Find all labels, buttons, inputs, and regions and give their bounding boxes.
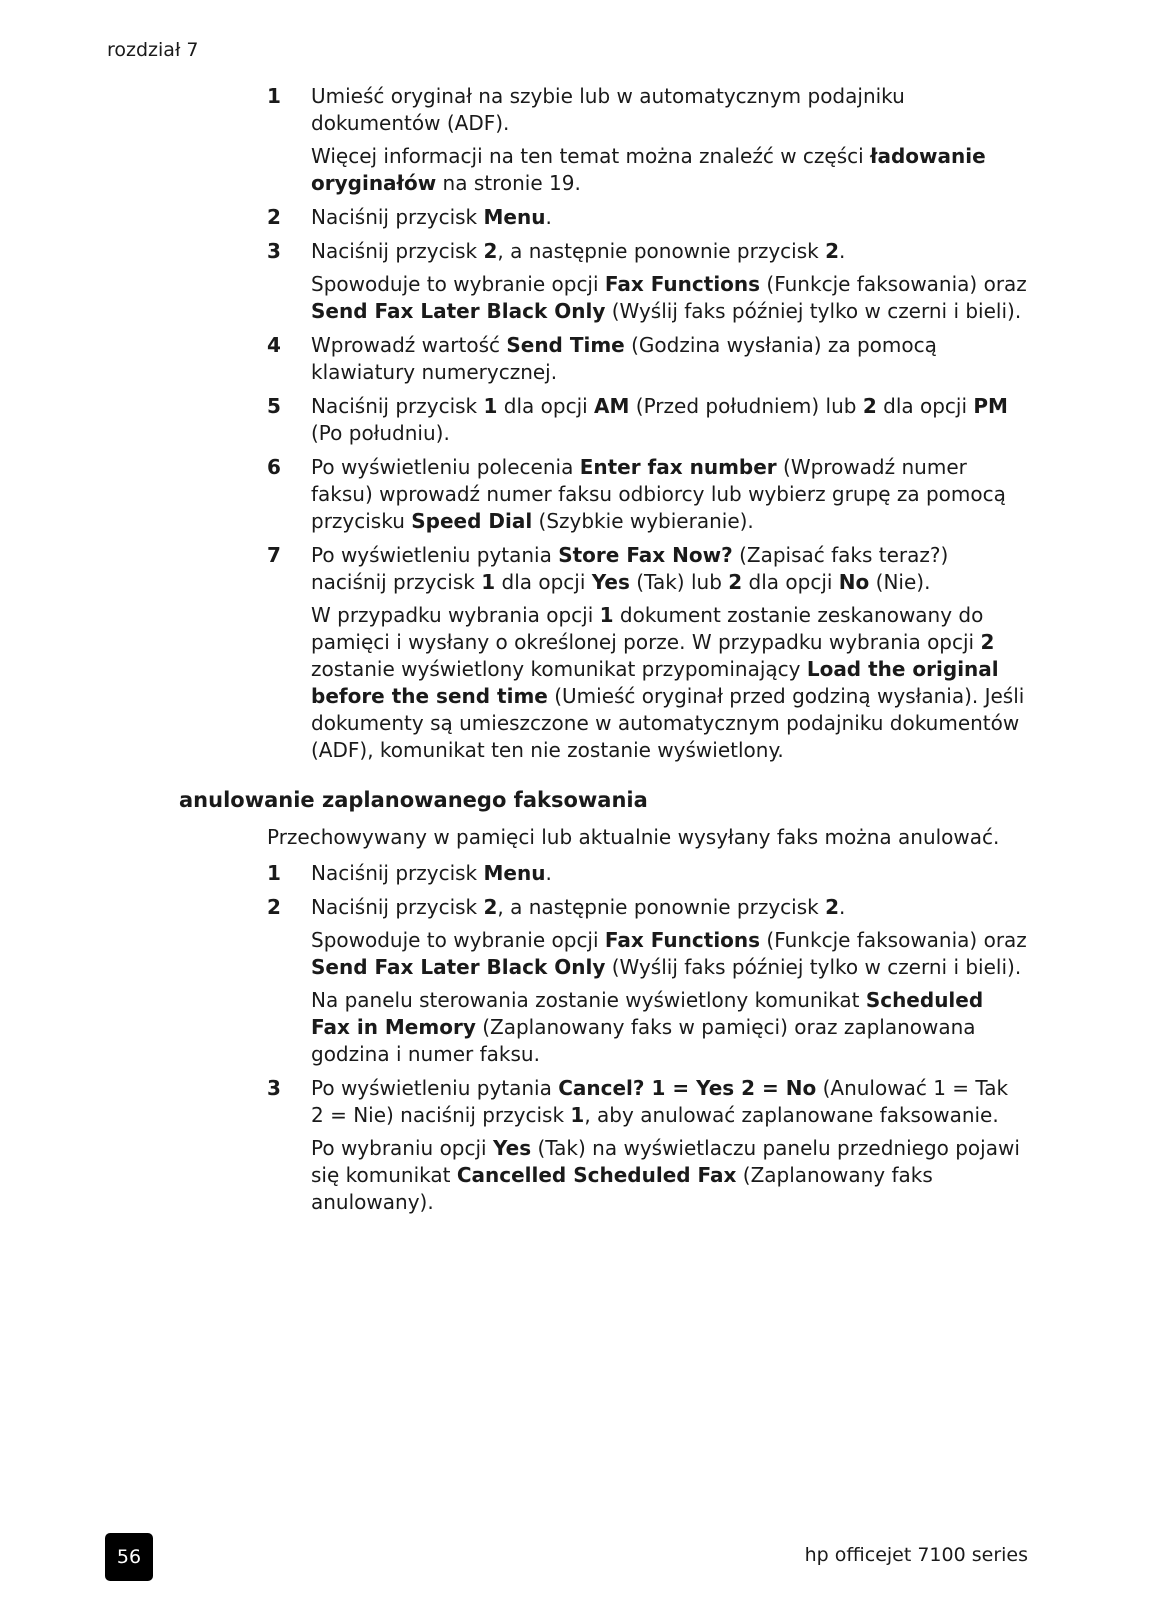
- step-item: [267, 860, 1027, 887]
- step-text: Naciśnij przycisk 2, a następnie ponownie przycisk 2.: [311, 895, 846, 919]
- step-number: 1: [267, 861, 281, 885]
- step-number: 7: [267, 543, 281, 567]
- step-item: [267, 332, 1027, 386]
- step-number: 6: [267, 455, 281, 479]
- step-item: [267, 238, 1027, 325]
- step-item: [267, 204, 1027, 231]
- step-item: [267, 83, 1027, 197]
- step-text: Umieść oryginał na szybie lub w automatycznym podajniku dokumentów (ADF).: [311, 84, 905, 135]
- step-number: 4: [267, 333, 281, 357]
- step-text: Więcej informacji na ten temat można znaleźć w części ładowanie oryginałów na stronie 19.: [311, 144, 986, 195]
- step-number: 5: [267, 394, 281, 418]
- step-item: [267, 894, 1027, 1068]
- step-text: Naciśnij przycisk Menu.: [311, 861, 552, 885]
- steps-list-scheduling: [267, 83, 1027, 764]
- chapter-label: rozdział 7: [107, 39, 199, 61]
- step-number: 2: [267, 205, 281, 229]
- step-text: Po wyświetleniu pytania Cancel? 1 = Yes 2 = No (Anulować 1 = Tak 2 = Nie) naciśnij przycisk 1, aby anulować zaplanowane faksowanie.: [311, 1076, 1009, 1127]
- step-text: Wprowadź wartość Send Time (Godzina wysłania) za pomocą klawiatury numerycznej.: [311, 333, 937, 384]
- step-text: Spowoduje to wybranie opcji Fax Functions (Funkcje faksowania) oraz Send Fax Later Black Only (Wyślij faks później tylko w czerni i bieli).: [311, 272, 1027, 323]
- section-heading: anulowanie zaplanowanego faksowania: [179, 788, 648, 812]
- step-text: W przypadku wybrania opcji 1 dokument zostanie zeskanowany do pamięci i wysłany o określonej porze. W przypadku wybrania opcji 2 zostanie wyświetlony komunikat przypominający Load the original before the send time (Umieść oryginał przed godziną wysłania). Jeśli dokumenty są umieszczone w automatycznym podajniku dokumentów (ADF), komunikat ten nie zostanie wyświetlony.: [311, 603, 1025, 762]
- step-text: Naciśnij przycisk 2, a następnie ponownie przycisk 2.: [311, 239, 846, 263]
- step-text: Na panelu sterowania zostanie wyświetlony komunikat Scheduled Fax in Memory (Zaplanowany faks w pamięci) oraz zaplanowana godzina i numer faksu.: [311, 988, 984, 1066]
- step-text: Spowoduje to wybranie opcji Fax Functions (Funkcje faksowania) oraz Send Fax Later Black Only (Wyślij faks później tylko w czerni i bieli).: [311, 928, 1027, 979]
- step-number: 2: [267, 895, 281, 919]
- steps-list-cancel: [267, 860, 1027, 1216]
- step-item: [267, 542, 1027, 764]
- step-item: [267, 1075, 1027, 1216]
- page-content: [179, 83, 1027, 1223]
- product-name: hp officejet 7100 series: [804, 1544, 1028, 1566]
- step-text: Naciśnij przycisk 1 dla opcji AM (Przed południem) lub 2 dla opcji PM (Po południu).: [311, 394, 1008, 445]
- page-number: 56: [105, 1533, 153, 1581]
- step-number: 3: [267, 1076, 281, 1100]
- step-number: 1: [267, 84, 281, 108]
- step-text: Naciśnij przycisk Menu.: [311, 205, 552, 229]
- step-item: [267, 393, 1027, 447]
- step-text: Po wyświetleniu polecenia Enter fax number (Wprowadź numer faksu) wprowadź numer faksu odbiorcy lub wybierz grupę za pomocą przycisku Speed Dial (Szybkie wybieranie).: [311, 455, 1006, 533]
- step-number: 3: [267, 239, 281, 263]
- step-text: Po wyświetleniu pytania Store Fax Now? (Zapisać faks teraz?) naciśnij przycisk 1 dla opcji Yes (Tak) lub 2 dla opcji No (Nie).: [311, 543, 949, 594]
- step-text: Po wybraniu opcji Yes (Tak) na wyświetlaczu panelu przedniego pojawi się komunikat Cancelled Scheduled Fax (Zaplanowany faks anulowany).: [311, 1136, 1020, 1214]
- step-item: [267, 454, 1027, 535]
- section-intro: Przechowywany w pamięci lub aktualnie wysyłany faks można anulować.: [267, 825, 1000, 849]
